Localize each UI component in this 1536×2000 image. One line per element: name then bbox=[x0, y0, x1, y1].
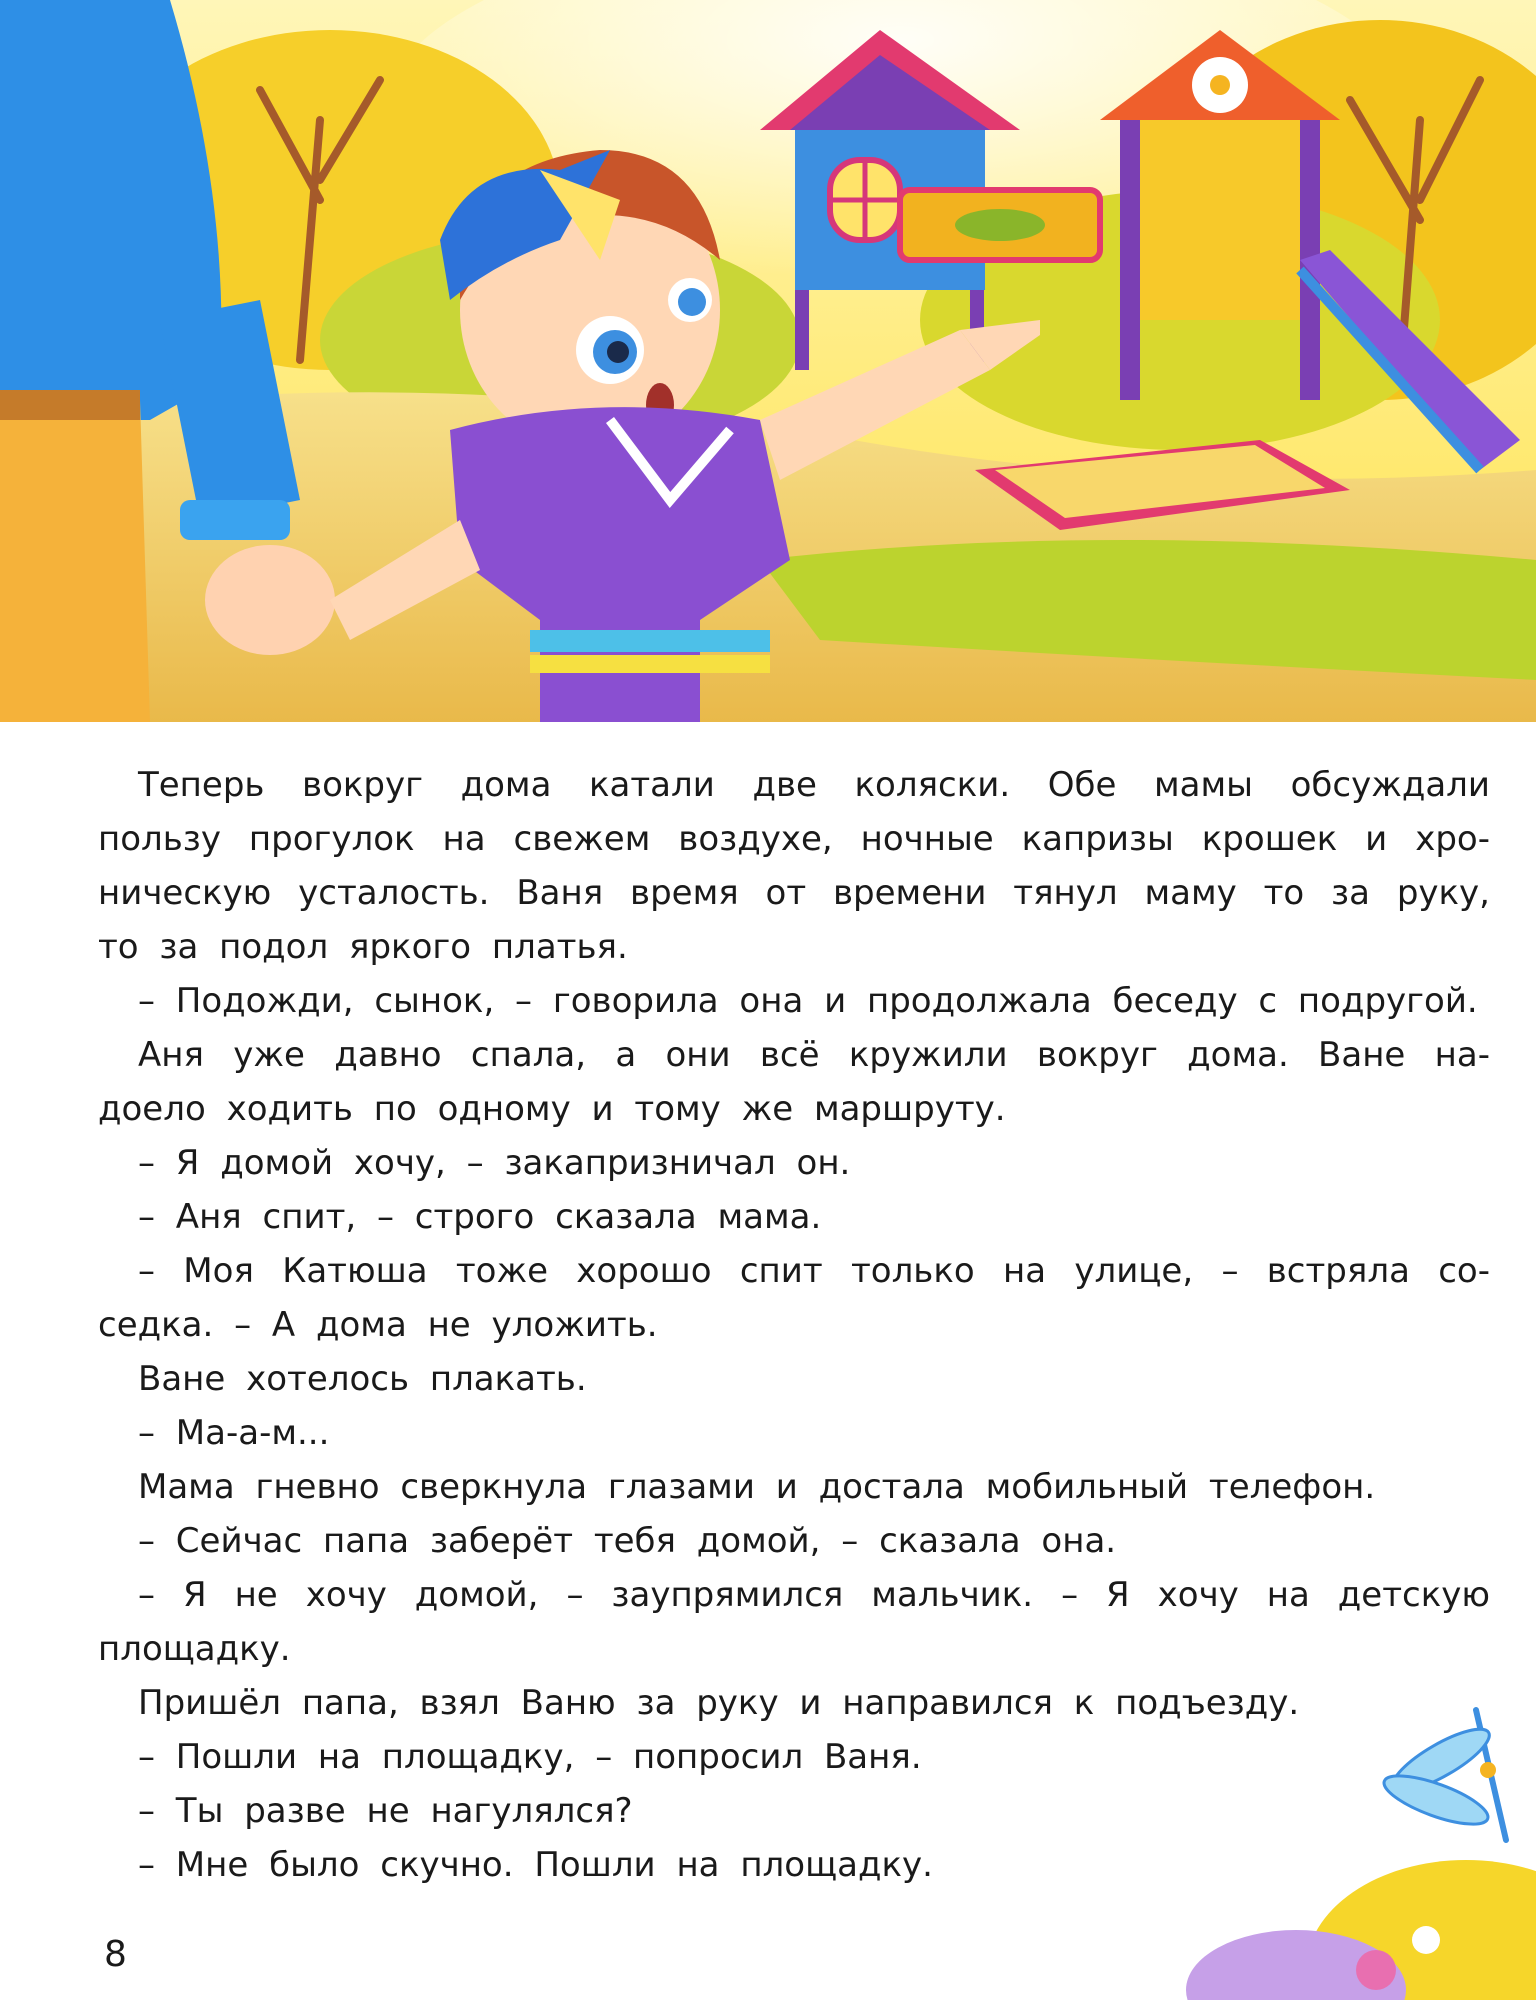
dragonfly-icon bbox=[1379, 1710, 1506, 1840]
paragraph: – Сейчас папа заберёт тебя домой, – сказала она. bbox=[138, 1521, 1117, 1561]
paragraph: – Пошли на площадку, – попросил Ваня. bbox=[138, 1737, 922, 1777]
paragraph: – Подожди, сынок, – говорила она и продолжала беседу с подругой. bbox=[138, 981, 1478, 1021]
paragraph: – Ма-а-м... bbox=[138, 1413, 330, 1453]
paragraph: Мама гневно сверкнула глазами и достала мобильный телефон. bbox=[138, 1467, 1376, 1507]
page-number: 8 bbox=[104, 1934, 127, 1975]
paragraph: – Я не хочу домой, – заупрямился мальчик. – Я хочу на детскую площадку. bbox=[98, 1575, 1490, 1669]
corner-decoration bbox=[1176, 1670, 1536, 2000]
paragraph: – Аня спит, – строго сказала мама. bbox=[138, 1197, 822, 1237]
paragraph: Аня уже давно спала, а они всё кружили вокруг дома. Ване надоело ходить по одному и тому же маршруту. bbox=[98, 1035, 1490, 1129]
paragraph: Теперь вокруг дома катали две коляски. Обе мамы обсуждали пользу прогулок на свежем воздухе, ночные капризы крошек и хроническую усталость. Ваня время от времени тянул маму то за руку, то за подол яркого платья. bbox=[98, 765, 1490, 967]
paragraph: – Ты разве не нагулялся? bbox=[138, 1791, 633, 1831]
paragraph: – Я домой хочу, – закапризничал он. bbox=[138, 1143, 851, 1183]
story-illustration bbox=[0, 0, 1536, 722]
playground-scene bbox=[0, 0, 1536, 722]
paragraph: Пришёл папа, взял Ваню за руку и направился к подъезду. bbox=[138, 1683, 1300, 1723]
play-bridge bbox=[900, 190, 1100, 260]
paragraph: – Мне было скучно. Пошли на площадку. bbox=[138, 1845, 933, 1885]
paragraph: Ване хотелось плакать. bbox=[138, 1359, 587, 1399]
paragraph: – Моя Катюша тоже хорошо спит только на улице, – встряла соседка. – А дома не уложить. bbox=[98, 1251, 1490, 1345]
